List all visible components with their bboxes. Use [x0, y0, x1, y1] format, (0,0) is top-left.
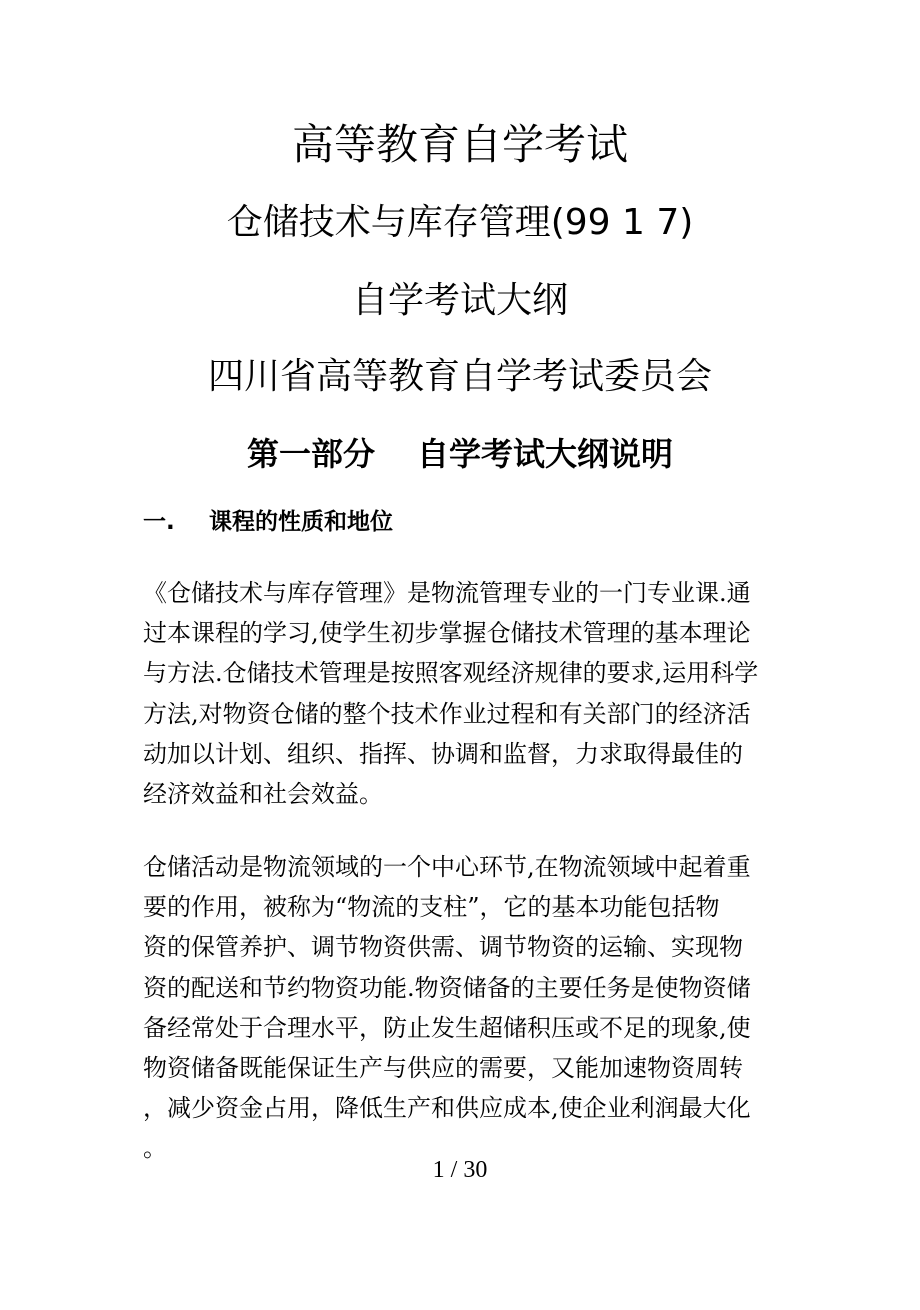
course-title: 仓储技术与库存管理(99 1 7): [226, 202, 694, 243]
paragraph-line: 物资储备既能保证生产与供应的需要，又能加速物资周转: [143, 1053, 743, 1082]
paragraph-line: 《仓储技术与库存管理》是物流管理专业的一门专业课.通: [143, 579, 751, 607]
part-label: 第一部分: [246, 435, 375, 473]
paragraph-line: 动加以计划、组织、指挥、协调和监督，力求取得最佳的: [143, 739, 743, 768]
paragraph-line: 要的作用，被称为“物流的支柱”，它的基本功能包括物: [143, 893, 720, 922]
paragraph-line: 备经常处于合理水平，防止发生超储积压或不足的现象,使: [143, 1013, 751, 1042]
page-number: 1 / 30: [432, 1157, 488, 1183]
paragraph-line: 方法,对物资仓储的整个技术作业过程和有关部门的经济活: [143, 699, 751, 728]
issuer-title: 四川省高等教育自学考试委员会: [207, 356, 712, 397]
paragraph-line: ，减少资金占用，降低生产和供应成本,使企业利润最大化: [143, 1094, 751, 1123]
syllabus-title: 自学考试大纲: [351, 280, 568, 321]
paragraph-line: 。: [143, 1134, 167, 1163]
section-number: 一.: [143, 509, 175, 535]
paragraph-line: 资的保管养护、调节物资供需、调节物资的运输、实现物: [143, 933, 743, 962]
paragraph-line: 仓储活动是物流领域的一个中心环节,在物流领域中起着重: [143, 853, 751, 881]
section-title: 课程的性质和地位: [209, 509, 393, 535]
part-heading: [0, 435, 920, 473]
paragraph-2: [143, 847, 813, 1169]
paragraph-line: 经济效益和社会效益。: [143, 779, 383, 808]
paragraph-line: 与方法.仓储技术管理是按照客观经济规律的要求,运用科学: [143, 659, 759, 688]
paragraph-line: 资的配送和节约物资功能.物资储备的主要任务是使物资储: [143, 973, 751, 1002]
paragraph-1: [143, 573, 813, 814]
paragraph-line: 过本课程的学习,使学生初步掌握仓储技术管理的基本理论: [143, 619, 751, 648]
section-heading: [143, 503, 393, 536]
part-title: 自学考试大纲说明: [417, 435, 674, 473]
main-title: 高等教育自学考试: [291, 120, 628, 169]
